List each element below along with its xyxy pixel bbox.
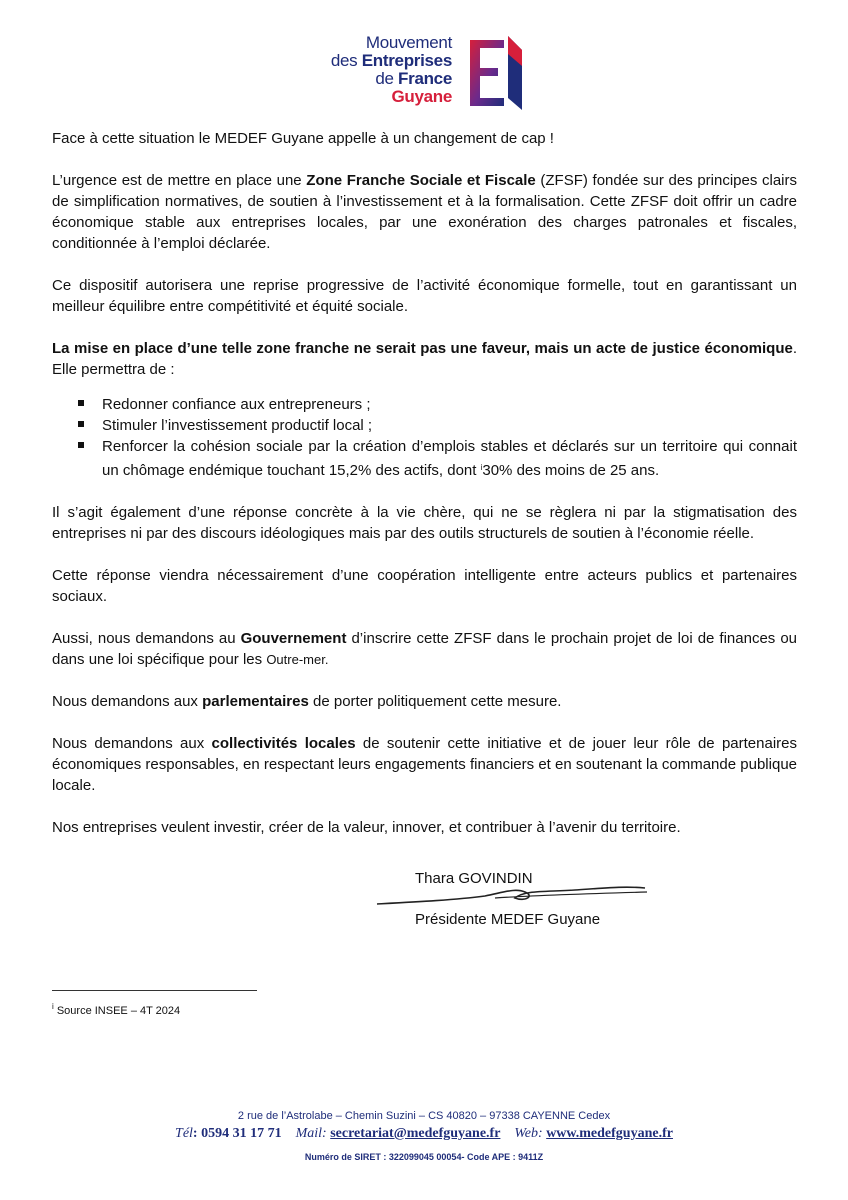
paragraph-4: La mise en place d’une telle zone franche ne serait pas une faveur, mais un acte de justice économique. Elle permettra de : [52, 340, 797, 378]
bullet-list [52, 394, 797, 481]
medef-logo [310, 34, 540, 114]
signatory-role: Présidente MEDEF Guyane [415, 911, 601, 928]
logo-line-1: Mouvement [365, 33, 452, 52]
paragraph-3: Ce dispositif autorisera une reprise progressive de l’activité économique formelle, tout en garantissant un meilleur équilibre entre compétitivité et équité sociale. [52, 277, 797, 315]
handwritten-signature-icon [375, 882, 655, 912]
paragraph-9: Nous demandons aux collectivités locales de soutenir cette initiative et de jouer leur rôle de partenaires économiques responsables, en respectant leurs engagements financiers et en soutenant la commande publique locale. [52, 735, 797, 794]
footer-siret: Numéro de SIRET : 322099045 00054- Code APE : 9411Z [304, 1152, 544, 1162]
logo-line-3: de France [375, 69, 452, 88]
list-item: Renforcer la cohésion sociale par la création d’emplois stables et déclarés sur un territoire qui connait un chômage endémique touchant 15,2% des actifs, dont $^i$30% des moins de 25 ans. [52, 436, 797, 481]
web-link[interactable]: www.medefguyane.fr [546, 1126, 673, 1141]
letter-footer [0, 1110, 848, 1162]
paragraph-7: Aussi, nous demandons au Gouvernement d’inscrire cette ZFSF dans le prochain projet de loi de finances ou dans une loi spécifique pour les Outre-mer. [52, 630, 798, 668]
footer-contact: Tél: 0594 31 17 71 Mail: secretariat@medefguyane.fr Web: www.medefguyane.fr [175, 1126, 673, 1141]
paragraph-1: Face à cette situation le MEDEF Guyane appelle à un changement de cap ! [52, 130, 554, 147]
logo-wordmark [331, 34, 452, 106]
signature-block [415, 868, 600, 930]
mail-link[interactable]: secretariat@medefguyane.fr [330, 1126, 501, 1141]
logo-line-4: Guyane [391, 87, 452, 106]
paragraph-2: L’urgence est de mettre en place une Zone Franche Sociale et Fiscale (ZFSF) fondée sur des principes clairs de simplification normatives, de soutien à l’investissement et à la formalisation. Cette ZFSF doit offrir un cadre économique stable aux entreprises locales, par une exonération des charges patronales et fiscales, conditionnée à l’emploi déclarée. [52, 172, 797, 252]
paragraph-10: Nos entreprises veulent investir, créer de la valeur, innover, et contribuer à l’avenir du territoire. [52, 819, 681, 836]
paragraph-8: Nous demandons aux parlementaires de porter politiquement cette mesure. [52, 693, 562, 710]
letter-body [52, 128, 797, 859]
list-item: Redonner confiance aux entrepreneurs ; [52, 394, 797, 415]
paragraph-6: Cette réponse viendra nécessairement d’une coopération intelligente entre acteurs publics et partenaires sociaux. [52, 567, 797, 605]
medef-e-logo-icon [464, 36, 526, 112]
signatory-name: Thara GOVINDIN [415, 870, 533, 887]
footnote: $^i$ Source INSEE – 4T 2024 [52, 1002, 181, 1017]
footnote-ref: i [480, 463, 483, 472]
logo-line-2: des Entreprises [330, 51, 452, 70]
list-item: Stimuler l’investissement productif local ; [52, 415, 797, 436]
footer-address: 2 rue de l’Astrolabe – Chemin Suzini – CS 40820 – 97338 CAYENNE Cedex [237, 1110, 611, 1122]
paragraph-5: Il s’agit également d’une réponse concrète à la vie chère, qui ne se règlera ni par la stigmatisation des entreprises ni par des discours idéologiques mais par des outils structurels de soutien à l’économie réelle. [52, 504, 797, 542]
footnote-divider [52, 990, 257, 991]
